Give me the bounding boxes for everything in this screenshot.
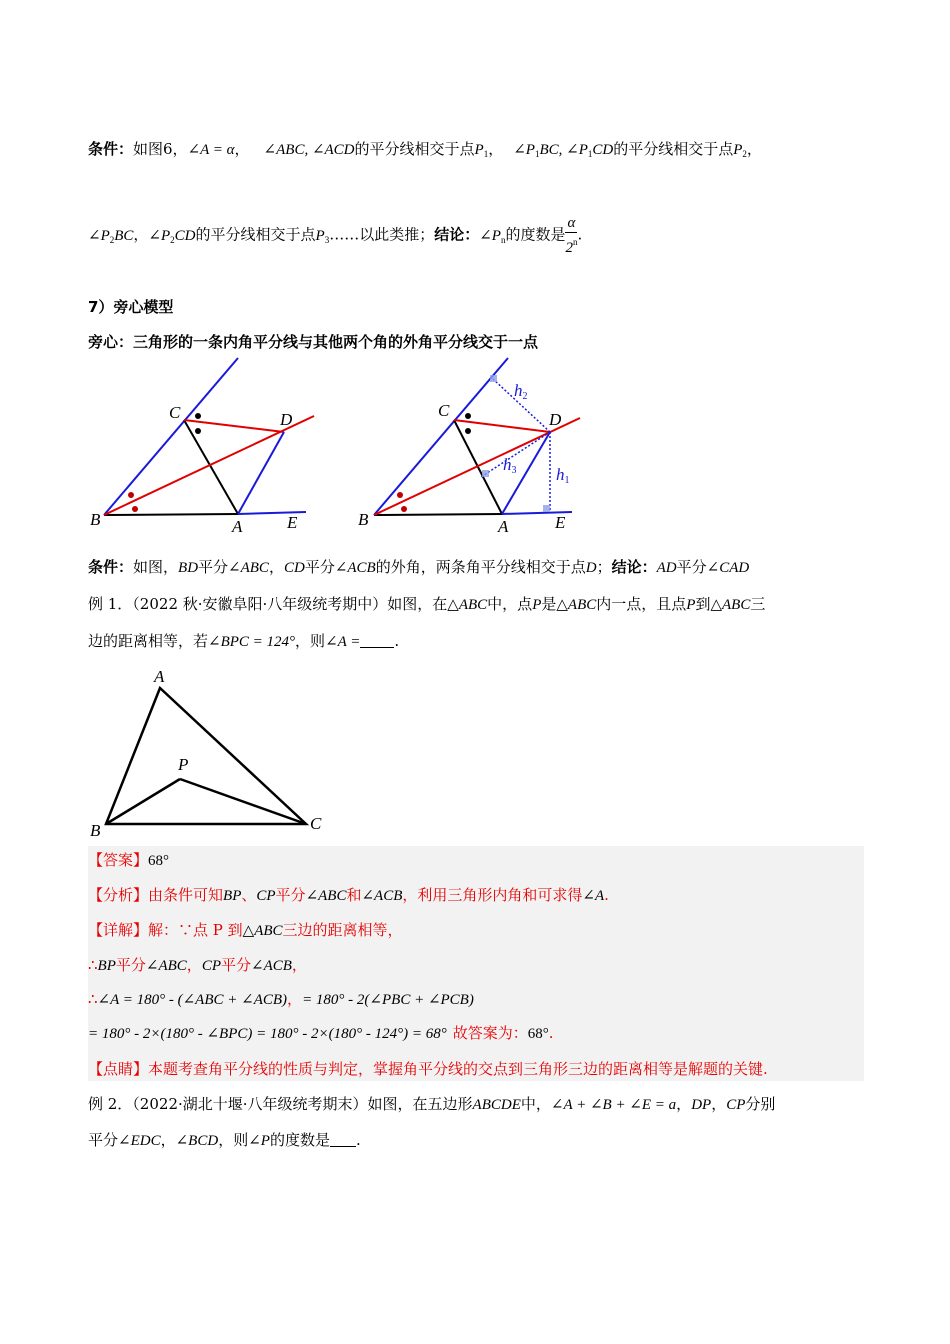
answer-line: 【答案】68° (88, 851, 170, 869)
label-h2: h2 (514, 381, 528, 402)
angle-dot (195, 428, 201, 434)
label-a: A (154, 667, 165, 686)
line-bd (104, 416, 314, 515)
label-b: B (358, 510, 369, 529)
section-definition: 旁心：三角形的一条内角平分线与其他两个角的外角平分线交于一点 (88, 333, 539, 351)
ray-from-b (374, 358, 508, 515)
segment-pc (180, 779, 306, 824)
example1-line-2: 边的距离相等，若∠BPC = 124°，则∠A = . (88, 632, 400, 650)
label-c: C (169, 403, 181, 422)
step-1: ∴BP平分∠ABC，CP平分∠ACB， (88, 956, 307, 974)
segment-bp (106, 779, 180, 824)
condition-label: 条件： (88, 140, 134, 158)
angle-dot (195, 413, 201, 419)
comment-line: 【点睛】本题考查角平分线的性质与判定，掌握角平分线的交点到三角形三边的距离相等是解题的关键. (88, 1060, 768, 1078)
side-ba (374, 514, 502, 515)
label-h3: h3 (503, 455, 517, 476)
label-a: A (498, 517, 509, 536)
example2-line-2: 平分∠EDC，∠BCD，则∠P的度数是 . (88, 1131, 361, 1149)
right-angle-mark (482, 470, 489, 477)
label-b: B (90, 510, 101, 529)
figure-excenter-1 (80, 352, 340, 542)
angle-dot (465, 413, 471, 419)
angle-dot (465, 428, 471, 434)
angle-dot (128, 492, 134, 498)
right-angle-mark (543, 505, 550, 512)
label-c: C (438, 401, 450, 420)
label-a: A (232, 517, 243, 536)
angle-dot (401, 506, 407, 512)
detail-line: 【详解】解：∵点 P 到△ABC三边的距离相等， (88, 921, 403, 939)
section-heading: 7）旁心模型 (88, 298, 174, 316)
answer-blank (360, 633, 394, 648)
label-b: B (90, 821, 101, 839)
example2-line-1: 例 2．（2022·湖北十堰·八年级统考期末）如图，在五边形ABCDE中，∠A + ∠B + ∠E = a，DP，CP分别 (88, 1095, 776, 1113)
example1-line-1: 例 1．（2022 秋·安徽阜阳·八年级统考期中）如图，在△ABC中，点P是△ABC内一点，且点P到△ABC三 (88, 595, 766, 613)
label-e: E (555, 513, 566, 532)
analysis-line: 【分析】由条件可知BP、CP平分∠ABC和∠ACB，利用三角形内角和可求得∠A. (88, 886, 609, 904)
line-ad (238, 432, 284, 514)
label-h1: h1 (556, 465, 570, 486)
label-e: E (287, 513, 298, 532)
side-ca (184, 420, 238, 514)
fraction-alpha-over-2n: $\frac{\alpha}{2^n}$ (565, 215, 578, 256)
label-p: P (178, 755, 189, 774)
side-ba (104, 514, 238, 515)
angle-dot (132, 506, 138, 512)
answer-blank (330, 1132, 356, 1147)
condition-line-2: $\angle P_2BC$，$\angle P_2CD$的平分线相交于点$P_3\dots\dots$以此类推；结论：$\angle P_n$的度数是 $\frac{\alpha}{2^n}$ . (88, 215, 583, 256)
label-d: D (549, 410, 562, 429)
label-c: C (310, 814, 322, 833)
ray-from-b (104, 358, 238, 515)
figure-triangle-abc (84, 664, 334, 839)
condition-line-3: 条件：如图，BD平分∠ABC，CD平分∠ACB的外角，两条角平分线相交于点D；结论：AD平分∠CAD (88, 558, 750, 576)
conclusion-label: 结论： (434, 225, 480, 244)
figure-excenter-2 (350, 352, 590, 542)
step-3: = 180° - 2×(180° - ∠BPC) = 180° - 2×(180° - 124°) = 68° 故答案为：68°. (88, 1024, 554, 1042)
label-d: D (280, 410, 293, 429)
triangle-abc (106, 688, 306, 824)
condition-line-1: 条件：如图6，∠A = α， ∠ABC, ∠ACD的平分线相交于点$P_1$， $\angle P_1BC$, $\angle P_1CD$的平分线相交于点$P_2$， (88, 140, 762, 159)
step-2: ∴∠A = 180° - (∠ABC + ∠ACB)，= 180° - 2(∠PBC + ∠PCB) (88, 990, 474, 1008)
right-angle-mark (490, 375, 497, 382)
angle-dot (397, 492, 403, 498)
